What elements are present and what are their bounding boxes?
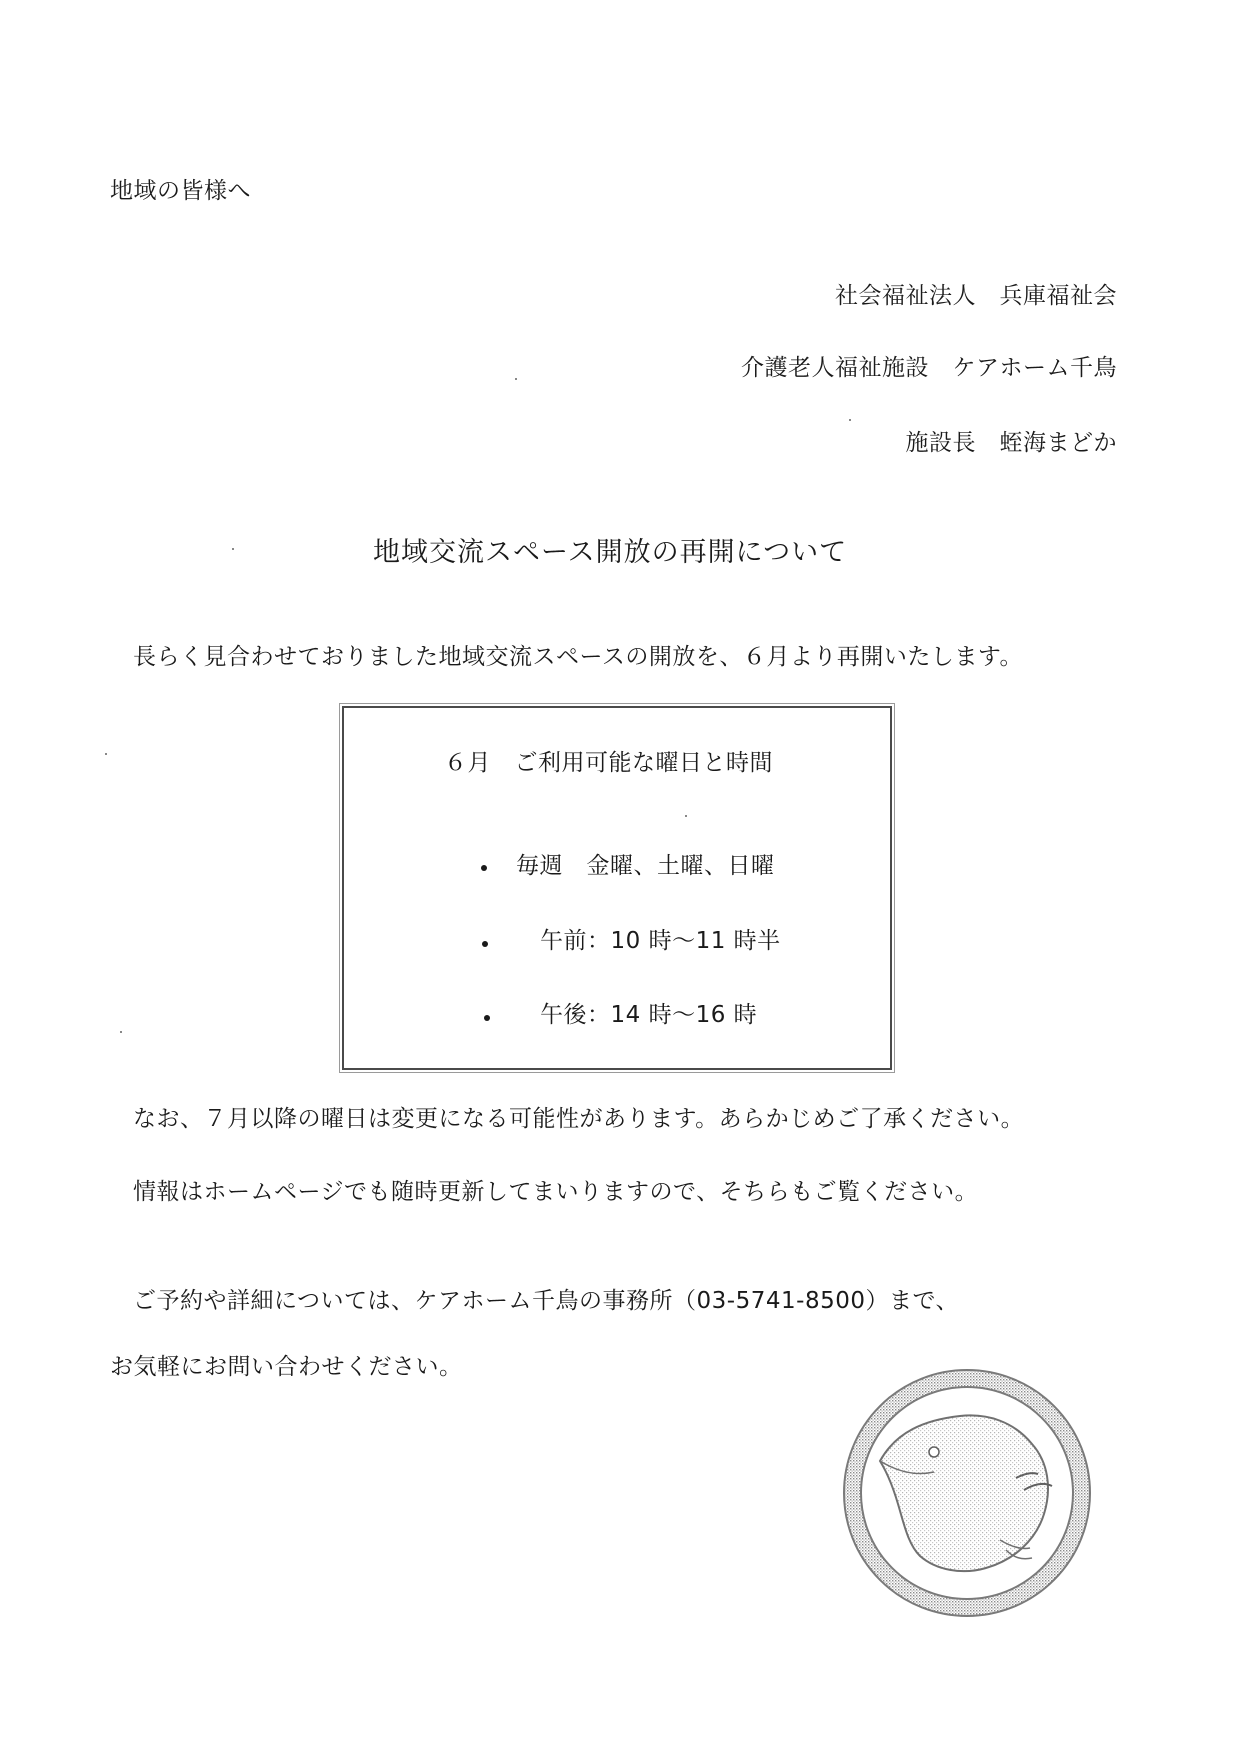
addressee: 地域の皆様へ	[110, 178, 251, 204]
schedule-box	[342, 706, 892, 1070]
sender-organization: 社会福祉法人 兵庫福祉会	[835, 283, 1117, 309]
schedule-heading: ６月 ご利用可能な曜日と時間	[444, 750, 773, 776]
bullet-dot	[481, 865, 487, 871]
scan-speck	[685, 815, 687, 817]
chidori-bird-seal-icon	[838, 1364, 1096, 1622]
page-title: 地域交流スペース開放の再開について	[373, 537, 848, 568]
bullet-dot	[484, 1015, 490, 1021]
bullet-dot	[482, 941, 488, 947]
contact-paragraph-1: ご予約や詳細については、ケアホーム千鳥の事務所（03-5741-8500）まで、	[133, 1288, 960, 1314]
sender-facility: 介護老人福祉施設 ケアホーム千鳥	[741, 355, 1117, 381]
scan-speck	[232, 548, 234, 550]
schedule-item-afternoon: 午後：14 時～16 時	[540, 1002, 758, 1028]
contact-paragraph-2: お気軽にお問い合わせください。	[110, 1354, 463, 1380]
note-paragraph-1: なお、７月以降の曜日は変更になる可能性があります。あらかじめご了承ください。	[133, 1106, 1025, 1132]
schedule-item-morning: 午前：10 時～11 時半	[540, 928, 781, 954]
intro-paragraph: 長らく見合わせておりました地域交流スペースの開放を、６月より再開いたします。	[133, 644, 1024, 670]
sender-director: 施設長 蛭海まどか	[905, 430, 1117, 456]
scan-speck	[849, 419, 851, 421]
scan-speck	[515, 378, 517, 380]
scan-speck	[120, 1031, 122, 1033]
scan-speck	[105, 753, 107, 755]
schedule-item-days: 毎週 金曜、土曜、日曜	[516, 853, 775, 879]
note-paragraph-2: 情報はホームページでも随時更新してまいりますので、そちらもご覧ください。	[133, 1179, 979, 1205]
